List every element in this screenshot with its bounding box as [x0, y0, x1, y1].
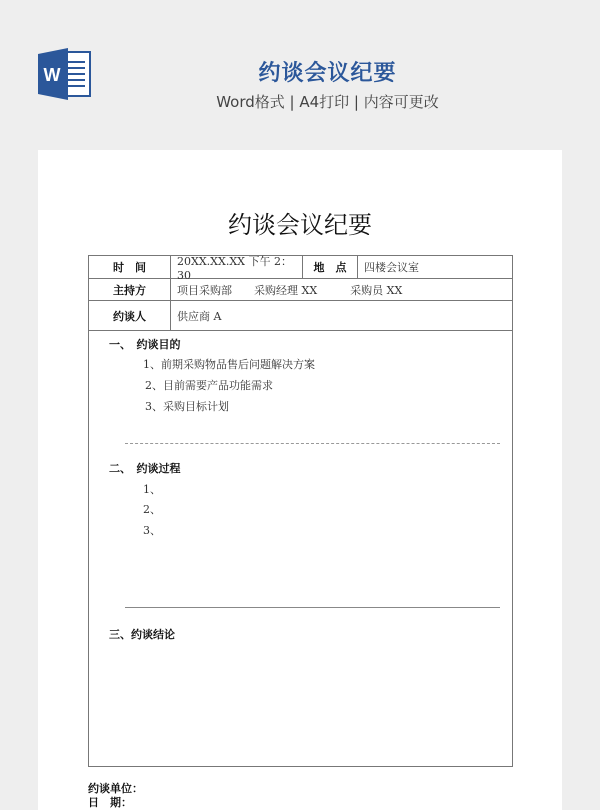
date-label: 日 期： — [88, 796, 132, 809]
header-subtitle: Word格式 | A4打印 | 内容可更改 — [216, 93, 439, 111]
meeting-table — [88, 255, 513, 767]
list-item: 1、 — [143, 483, 161, 496]
list-item: 3、采购目标计划 — [145, 400, 229, 413]
host-value: 项目采购部 采购经理 XX 采购员 XX — [177, 283, 403, 297]
list-item: 3、 — [143, 524, 161, 537]
divider — [125, 443, 500, 444]
minutes-body — [89, 331, 512, 766]
svg-text:W: W — [43, 65, 61, 85]
table-row — [89, 254, 512, 282]
list-item: 2、 — [143, 503, 161, 516]
time-label: 时 间 — [89, 256, 171, 278]
table-row — [89, 279, 512, 301]
section-heading: 一、 约谈目的 — [109, 338, 181, 351]
table-row — [89, 301, 512, 331]
place-label: 地 点 — [303, 256, 358, 278]
divider — [125, 607, 500, 608]
time-value: 20XX.XX.XX 下午 2：30 — [171, 256, 303, 278]
place-value: 四楼会议室 — [364, 261, 419, 274]
document-title: 约谈会议纪要 — [228, 211, 372, 239]
section-heading: 二、 约谈过程 — [109, 462, 181, 475]
interviewee-value: 供应商 A — [177, 309, 222, 323]
interviewee-label: 约谈人 — [89, 301, 171, 330]
section-heading: 三、约谈结论 — [109, 628, 175, 641]
list-item: 1、前期采购物品售后问题解决方案 — [143, 358, 315, 371]
unit-label: 约谈单位： — [88, 782, 143, 795]
header-title: 约谈会议纪要 — [258, 61, 397, 86]
list-item: 2、目前需要产品功能需求 — [145, 379, 273, 392]
host-label: 主持方 — [89, 279, 171, 300]
